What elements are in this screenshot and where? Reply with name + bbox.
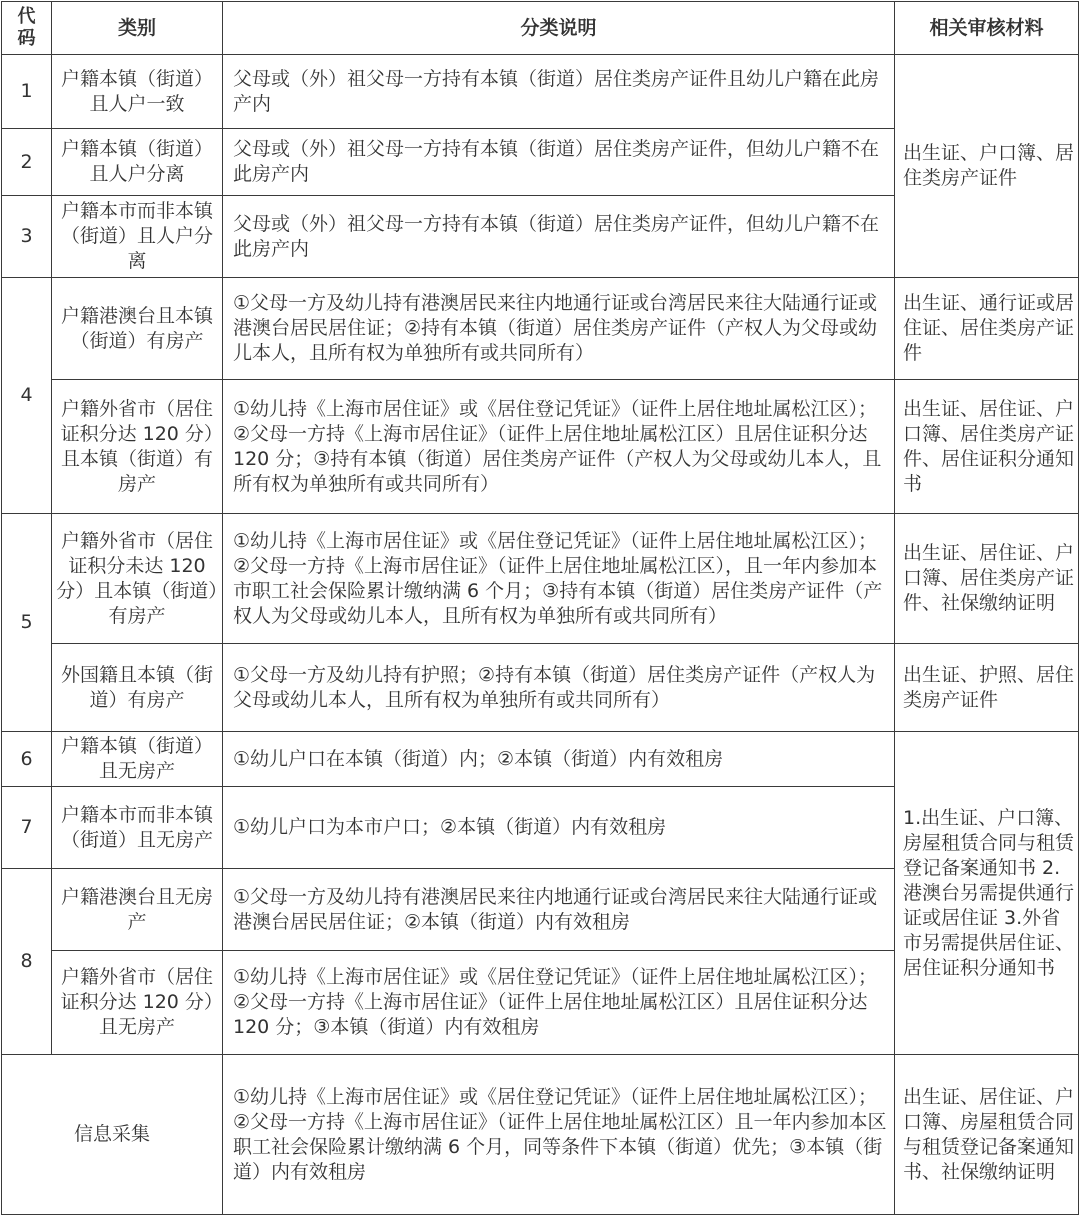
table-row [2,644,1079,732]
row-materials: 1.出生证、户口簿、房屋租赁合同与租赁登记备案通知书 2.港澳台另需提供通行证或居住证 3.外省市另需提供居住证、居住证积分通知书 [895,732,1079,1055]
row-description: ①父母一方及幼儿持有港澳居民来往内地通行证或台湾居民来往大陆通行证或港澳台居民居住证；②本镇（街道）内有效租房 [223,869,895,951]
header-description: 分类说明 [223,2,895,55]
row-category: 外国籍且本镇（街道）有房产 [52,644,223,732]
row-description: ①幼儿持《上海市居住证》或《居住登记凭证》（证件上居住地址属松江区）；②父母一方持《上海市居住证》（证件上居住地址属松江区）且居住证积分达 120 分；③本镇（街道）内有效租房 [223,951,895,1055]
row-category: 户籍外省市（居住证积分未达 120 分）且本镇（街道）有房产 [52,514,223,644]
row-code: 3 [2,196,52,278]
row-category: 户籍本镇（街道）且人户一致 [52,55,223,129]
row-category: 户籍外省市（居住证积分达 120 分）且本镇（街道）有房产 [52,380,223,514]
row-materials: 出生证、户口簿、居住类房产证件 [895,55,1079,278]
row-materials: 出生证、护照、居住类房产证件 [895,644,1079,732]
row-code: 5 [2,514,52,732]
row-materials: 出生证、居住证、户口簿、居住类房产证件、居住证积分通知书 [895,380,1079,514]
row-description: ①幼儿持《上海市居住证》或《居住登记凭证》（证件上居住地址属松江区）；②父母一方持《上海市居住证》（证件上居住地址属松江区），且一年内参加本市职工社会保险累计缴纳满 6 个月；③持有本镇（街道）居住类房产证件（产权人为父母或幼儿本人，且所有权为单独所有或共同所有） [223,514,895,644]
row-category: 户籍本市而非本镇（街道）且无房产 [52,787,223,869]
table-row [2,55,1079,129]
header-materials: 相关审核材料 [895,2,1079,55]
row-description: ①父母一方及幼儿持有护照；②持有本镇（街道）居住类房产证件（产权人为父母或幼儿本人，且所有权为单独所有或共同所有） [223,644,895,732]
admission-category-table [1,1,1079,1215]
table-row [2,278,1079,380]
row-category: 户籍港澳台且本镇（街道）有房产 [52,278,223,380]
row-code: 1 [2,55,52,129]
row-description: ①父母一方及幼儿持有港澳居民来往内地通行证或台湾居民来往大陆通行证或港澳台居民居住证；②持有本镇（街道）居住类房产证件（产权人为父母或幼儿本人，且所有权为单独所有或共同所有） [223,278,895,380]
row-code: 2 [2,129,52,196]
row-category: 信息采集 [2,1055,223,1215]
row-category: 户籍港澳台且无房产 [52,869,223,951]
table-row [2,380,1079,514]
row-description: ①幼儿持《上海市居住证》或《居住登记凭证》（证件上居住地址属松江区）；②父母一方持《上海市居住证》（证件上居住地址属松江区）且一年内参加本区职工社会保险累计缴纳满 6 个月，同等条件下本镇（街道）优先；③本镇（街道）内有效租房 [223,1055,895,1215]
header-row [2,2,1079,55]
row-category: 户籍本镇（街道）且无房产 [52,732,223,787]
row-description: ①幼儿户口为本市户口；②本镇（街道）内有效租房 [223,787,895,869]
table-row [2,514,1079,644]
row-description: ①幼儿持《上海市居住证》或《居住登记凭证》（证件上居住地址属松江区）；②父母一方持《上海市居住证》（证件上居住地址属松江区）且居住证积分达 120 分；③持有本镇（街道）居住类房产证件（产权人为父母或幼儿本人，且所有权为单独所有或共同所有） [223,380,895,514]
row-code: 6 [2,732,52,787]
header-category: 类别 [52,2,223,55]
row-materials: 出生证、居住证、户口簿、居住类房产证件、社保缴纳证明 [895,514,1079,644]
row-materials: 出生证、居住证、户口簿、房屋租赁合同与租赁登记备案通知书、社保缴纳证明 [895,1055,1079,1215]
row-code: 8 [2,869,52,1055]
header-code: 代码 [2,2,52,55]
row-category: 户籍本镇（街道）且人户分离 [52,129,223,196]
row-description: ①幼儿户口在本镇（街道）内；②本镇（街道）内有效租房 [223,732,895,787]
row-category: 户籍本市而非本镇（街道）且人户分离 [52,196,223,278]
table-row [2,1055,1079,1215]
row-category: 户籍外省市（居住证积分达 120 分）且无房产 [52,951,223,1055]
row-description: 父母或（外）祖父母一方持有本镇（街道）居住类房产证件，但幼儿户籍不在此房产内 [223,196,895,278]
row-description: 父母或（外）祖父母一方持有本镇（街道）居住类房产证件，但幼儿户籍不在此房产内 [223,129,895,196]
row-code: 4 [2,278,52,514]
row-materials: 出生证、通行证或居住证、居住类房产证件 [895,278,1079,380]
row-description: 父母或（外）祖父母一方持有本镇（街道）居住类房产证件且幼儿户籍在此房产内 [223,55,895,129]
table-row [2,732,1079,787]
row-code: 7 [2,787,52,869]
